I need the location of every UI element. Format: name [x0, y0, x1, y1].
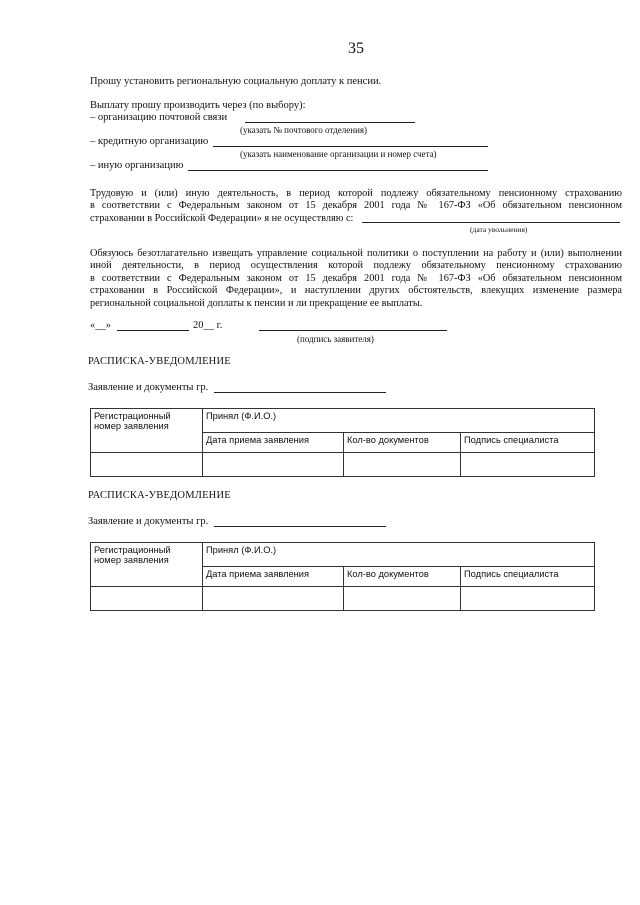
receipt-1-sign-header: Подпись специалиста	[461, 433, 595, 453]
credit-hint: (указать наименование организации и номер счета)	[240, 149, 437, 159]
payment-other-label: – иную организацию	[90, 160, 184, 171]
date-year: 20__ г.	[193, 320, 223, 331]
page-number: 35	[348, 40, 364, 57]
intro-text: Прошу установить региональную социальную доплату к пенсии.	[90, 76, 382, 87]
dismissal-date-hint: (дата увольнения)	[470, 225, 528, 234]
receipt-2-date-header: Дата приема заявления	[203, 567, 344, 587]
receipt-1-reg-number-header: Регистрационный номер заявления	[91, 409, 203, 453]
receipt-1-title: РАСПИСКА-УВЕДОМЛЕНИЕ	[88, 356, 231, 367]
obligation-line-5: региональной социальной доплаты к пенсии и ли прекращение ее выплаты.	[90, 297, 423, 309]
obligation-paragraph	[90, 248, 622, 310]
payment-heading: Выплату прошу производить через (по выбору):	[90, 100, 306, 111]
payment-credit-label: – кредитную организацию	[90, 136, 209, 147]
receipt-2-count-header: Кол-во документов	[344, 567, 461, 587]
receipt-1-reg-number-cell[interactable]	[91, 453, 203, 477]
receipt-2-table	[90, 542, 595, 611]
receipt-1-accepted-header: Принял (Ф.И.О.)	[203, 409, 595, 433]
receipt-2-count-cell[interactable]	[344, 587, 461, 611]
receipt-2-reg-number-header: Регистрационный номер заявления	[91, 543, 203, 587]
receipt-2-title: РАСПИСКА-УВЕДОМЛЕНИЕ	[88, 490, 231, 501]
postal-hint: (указать № почтового отделения)	[240, 125, 368, 135]
obligation-line-3: в соответствии с Федеральным законом от 15 декабря 2001 года № 167-ФЗ «Об обязательном пенсионном	[90, 272, 622, 284]
receipt-2-sign-header: Подпись специалиста	[461, 567, 595, 587]
employment-line-3: страховании в Российской Федерации» я не осуществляю с:	[90, 212, 354, 224]
obligation-line-2: иной деятельности, в период осуществления которой подлежу обязательному пенсионному страхованию	[90, 260, 622, 272]
receipt-1-date-header: Дата приема заявления	[203, 433, 344, 453]
receipt-2-name-line[interactable]	[214, 526, 386, 527]
applicant-signature-line[interactable]	[259, 330, 447, 331]
employment-line-1: Трудовую и (или) иную деятельность, в период которой подлежу обязательному пенсионному страхованию	[90, 188, 622, 199]
employment-paragraph	[90, 188, 622, 225]
receipt-2-date-cell[interactable]	[203, 587, 344, 611]
receipt-2-sign-cell[interactable]	[461, 587, 595, 611]
other-input-line[interactable]	[188, 170, 488, 171]
receipt-2-docs-label: Заявление и документы гр.	[88, 516, 209, 527]
receipt-1-date-cell[interactable]	[203, 453, 344, 477]
postal-input-line[interactable]	[245, 122, 415, 123]
applicant-signature-hint: (подпись заявителя)	[297, 334, 374, 344]
receipt-2-reg-number-cell[interactable]	[91, 587, 203, 611]
receipt-1-count-cell[interactable]	[344, 453, 461, 477]
receipt-1-table	[90, 408, 595, 477]
credit-input-line[interactable]	[213, 146, 488, 147]
obligation-line-1: Обязуюсь безотлагательно извещать управление социальной политики о поступлении на работу и (или) выполнении	[90, 248, 622, 259]
date-day: «__»	[90, 320, 111, 331]
receipt-2-accepted-header: Принял (Ф.И.О.)	[203, 543, 595, 567]
date-month-line[interactable]	[117, 330, 189, 331]
employment-line-2: в соответствии с Федеральным законом от 15 декабря 2001 года № 167-ФЗ «Об обязательном пенсионном	[90, 200, 622, 212]
obligation-line-4: страховании в Российской Федерации», и наступлении других обстоятельств, влекущих изменение размера	[90, 285, 622, 297]
receipt-1-sign-cell[interactable]	[461, 453, 595, 477]
dismissal-date-line[interactable]	[362, 222, 620, 223]
receipt-1-name-line[interactable]	[214, 392, 386, 393]
receipt-1-count-header: Кол-во документов	[344, 433, 461, 453]
receipt-1-docs-label: Заявление и документы гр.	[88, 382, 209, 393]
payment-postal-label: – организацию почтовой связи	[90, 112, 228, 123]
